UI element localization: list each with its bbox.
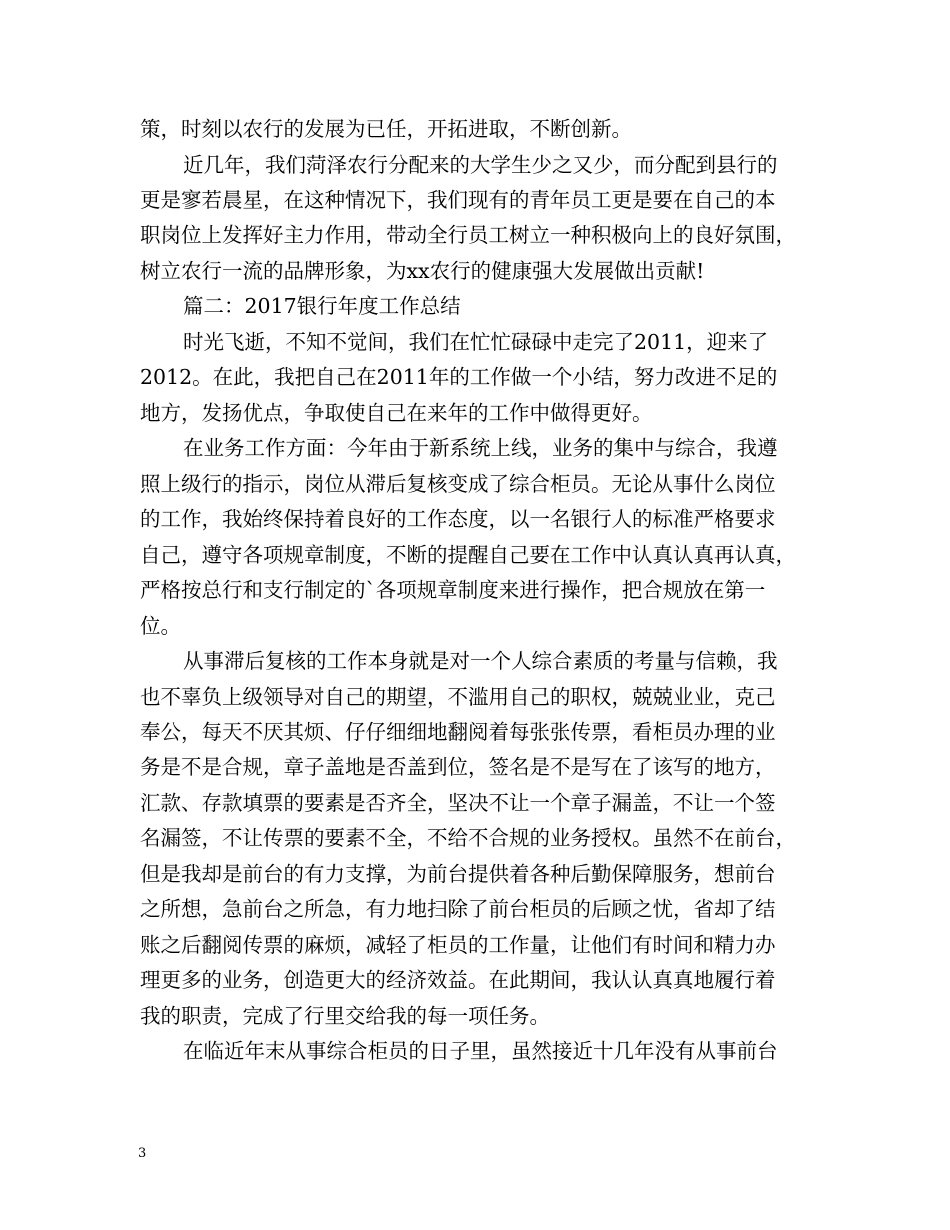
section-heading: 篇二：2017银行年度工作总结 xyxy=(183,294,461,318)
text-line: 理更多的业务，创造更大的经济效益。在此期间，我认认真真地履行着 xyxy=(140,968,776,992)
text-line: 策，时刻以农行的发展为已任，开拓进取，不断创新。 xyxy=(140,117,632,141)
text-line: 照上级行的指示，岗位从滞后复核变成了综合柜员。无论从事什么岗位 xyxy=(140,472,776,496)
paragraph-start-line: 从事滞后复核的工作本身就是对一个人综合素质的考量与信赖，我 xyxy=(183,649,778,673)
text-line: 树立农行一流的品牌形象，为xx农行的健康强大发展做出贡献! xyxy=(140,259,705,283)
page-number: 3 xyxy=(138,1146,147,1161)
text-line: 地方，发扬优点，争取使自己在来年的工作中做得更好。 xyxy=(140,401,653,425)
text-line: 位。 xyxy=(140,614,181,638)
text-line: 2012。在此，我把自己在2011年的工作做一个小结，努力改进不足的 xyxy=(140,365,778,389)
text-line: 务是不是合规，章子盖地是否盖到位，签名是不是写在了该写的地方， xyxy=(140,755,776,779)
paragraph-start-line: 在业务工作方面：今年由于新系统上线，业务的集中与综合，我遵 xyxy=(183,436,778,460)
paragraph-start-line: 近几年，我们菏泽农行分配来的大学生少之又少，而分配到县行的 xyxy=(183,153,778,177)
text-line: 自己，遵守各项规章制度，不断的提醒自己要在工作中认真认真再认真， xyxy=(140,543,796,567)
text-line: 也不辜负上级领导对自己的期望，不滥用自己的职权，兢兢业业，克己 xyxy=(140,685,776,709)
paragraph-start-line: 时光飞逝，不知不觉间，我们在忙忙碌碌中走完了2011，迎来了 xyxy=(183,330,769,354)
text-line: 更是寥若晨星，在这种情况下，我们现有的青年员工更是要在自己的本 xyxy=(140,188,776,212)
text-line: 但是我却是前台的有力支撑，为前台提供着各种后勤保障服务，想前台 xyxy=(140,862,776,886)
text-line: 我的职责，完成了行里交给我的每一项任务。 xyxy=(140,1004,550,1028)
text-line: 名漏签，不让传票的要素不全，不给不合规的业务授权。虽然不在前台， xyxy=(140,826,796,850)
text-line: 汇款、存款填票的要素是否齐全，坚决不让一个章子漏盖，不让一个签 xyxy=(140,791,776,815)
text-line: 严格按总行和支行制定的`各项规章制度来进行操作，把合规放在第一 xyxy=(140,578,766,602)
text-line: 奉公，每天不厌其烦、仔仔细细地翻阅着每张张传票，看柜员办理的业 xyxy=(140,720,776,744)
text-line: 账之后翻阅传票的麻烦，减轻了柜员的工作量，让他们有时间和精力办 xyxy=(140,933,776,957)
text-line: 职岗位上发挥好主力作用，带动全行员工树立一种积极向上的良好氛围， xyxy=(140,223,796,247)
paragraph-start-line: 在临近年末从事综合柜员的日子里，虽然接近十几年没有从事前台 xyxy=(183,1039,778,1063)
text-line: 之所想，急前台之所急，有力地扫除了前台柜员的后顾之忧，省却了结 xyxy=(140,897,776,921)
text-line: 的工作，我始终保持着良好的工作态度，以一名银行人的标准严格要求 xyxy=(140,507,776,531)
